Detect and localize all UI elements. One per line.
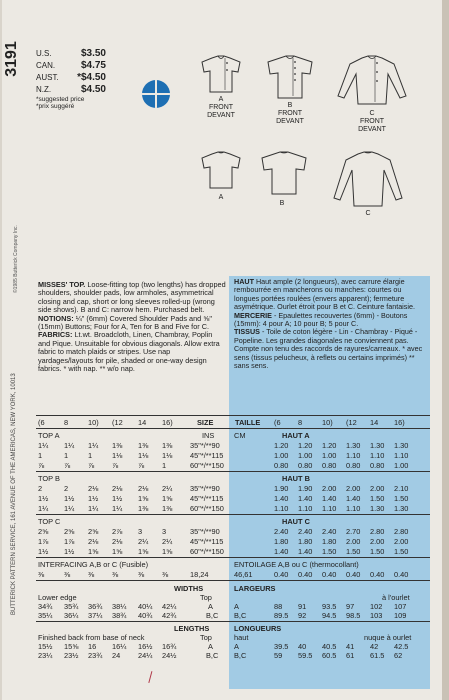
largeurs-label: LARGEURS <box>234 584 276 593</box>
description-title-fr: HAUT <box>234 277 254 286</box>
width-value-fr: 97 <box>346 602 355 611</box>
yardage-value-fr: 1.40 <box>298 494 313 503</box>
length-value: 23¾ <box>88 651 103 660</box>
price-country: CAN. <box>36 61 56 70</box>
yardage-value: 1¼ <box>112 504 123 513</box>
widths-rule <box>36 621 430 622</box>
width-row-label: B,C <box>206 611 219 620</box>
yardage-value: 1⅞ <box>38 537 49 546</box>
length-value-fr: 61 <box>346 651 355 660</box>
longueurs-haut: haut <box>234 633 249 642</box>
view-b-front-caption: B FRONT DEVANT <box>276 102 304 125</box>
size-header: (12 <box>112 418 123 427</box>
price-note: *suggested price <box>36 96 85 103</box>
yardage-value-fr: 1.30 <box>370 441 385 450</box>
yardage-value: 2¼ <box>162 484 173 493</box>
yardage-value-fr: 1.50 <box>394 547 409 556</box>
fabric-width: 45"*/**115 <box>190 537 224 546</box>
yardage-value-fr: 1.50 <box>394 494 409 503</box>
width-value-fr: 88 <box>274 602 283 611</box>
width-value-fr: 102 <box>370 602 383 611</box>
largeurs-sub: à l'ourlet <box>382 593 410 602</box>
yardage-value-fr: 2.10 <box>394 484 409 493</box>
interfacing-value: ⅜ <box>88 570 95 579</box>
length-value-fr: 40 <box>298 642 307 651</box>
length-value-fr: 59 <box>274 651 283 660</box>
size-header: 16) <box>162 418 173 427</box>
fabric-width: 60"*/**150 <box>190 504 224 513</box>
interfacing-label: INTERFACING A,B or C (Fusible) <box>38 560 149 569</box>
group-label: TOP B <box>38 474 60 483</box>
yardage-value-fr: 1.40 <box>346 494 361 503</box>
yardage-value: 1½ <box>88 494 99 503</box>
size-header-fr: 8 <box>298 418 303 427</box>
yardage-value-fr: 1.20 <box>298 441 313 450</box>
width-value: 40¾ <box>138 611 153 620</box>
yardage-value: 1½ <box>38 494 49 503</box>
notions-label: NOTIONS: <box>38 313 74 323</box>
yardage-value-fr: 2.40 <box>322 527 337 536</box>
price-note-fr: *prix suggéré <box>36 103 75 110</box>
yardage-value-fr: 1.80 <box>298 537 313 546</box>
interfacing-value: ⅜ <box>112 570 119 579</box>
interfacing-width: 18,24 <box>190 570 209 579</box>
pattern-number: 3191 <box>2 41 20 77</box>
size-header-fr: 16) <box>394 418 405 427</box>
entoilage-value: 0.40 <box>298 570 313 579</box>
yardage-value-fr: 1.30 <box>370 504 385 513</box>
yardage-value: 2 <box>38 484 43 493</box>
yardage-value-fr: 1.40 <box>274 547 289 556</box>
yardage-value-fr: 1.10 <box>274 504 289 513</box>
description-body-fr: Haut ample (2 longueurs), avec carrure élargie rembourrée en mancherons ou manches: courtes ou longues portées roulées (envers apparent); fermeture asymétrique. Ourlet étroit pour B et C. Ceinture fantaisie. <box>234 277 415 312</box>
width-value: 36¼ <box>64 611 79 620</box>
yardage-value: 1⅜ <box>138 441 149 450</box>
yardage-value: 1⅝ <box>88 547 99 556</box>
yardage-value: 1 <box>162 461 167 470</box>
entoilage-value: 0.40 <box>394 570 409 579</box>
yardage-value: 1⅛ <box>138 451 149 460</box>
price-value: $4.75 <box>80 60 106 71</box>
yardage-value-fr: 1.50 <box>322 547 337 556</box>
yardage-value-fr: 1.20 <box>274 441 289 450</box>
yardage-value: 1⅛ <box>112 451 123 460</box>
yardage-value: 1¼ <box>88 441 99 450</box>
yardage-value-fr: 1.50 <box>370 494 385 503</box>
yardage-value: 1⅜ <box>112 441 123 450</box>
width-value: 42¼ <box>162 602 177 611</box>
yardage-value: 1⅝ <box>162 547 173 556</box>
group-label-fr: HAUT C <box>282 517 310 526</box>
yardage-value-fr: 2.00 <box>346 484 361 493</box>
length-value-fr: 62 <box>394 651 403 660</box>
group-label: TOP C <box>38 517 61 526</box>
yardage-value-fr: 1.90 <box>298 484 313 493</box>
fabric-width: 35"*/**90 <box>190 527 220 536</box>
width-value-fr: 109 <box>394 611 407 620</box>
yardage-value-fr: 2.80 <box>394 527 409 536</box>
yardage-value-fr: 1.80 <box>274 537 289 546</box>
width-value: 35¼ <box>38 611 53 620</box>
price-country: AUST. <box>36 73 59 82</box>
ins-label: INS <box>202 431 215 440</box>
yardage-value-fr: 1.10 <box>346 504 361 513</box>
view-c-front-caption: C FRONT DEVANT <box>358 110 386 133</box>
length-value: 24 <box>112 651 121 660</box>
width-value: 36¾ <box>88 602 103 611</box>
yardage-value: 1⅝ <box>138 547 149 556</box>
length-value: 15½ <box>38 642 53 651</box>
fabric-width: 35"*/**90 <box>190 484 220 493</box>
yardage-value-fr: 1.50 <box>346 547 361 556</box>
table-top-rule <box>36 415 430 416</box>
taille-label: TAILLE <box>235 418 261 427</box>
length-row-label: B,C <box>206 651 219 660</box>
yardage-value: 2⅛ <box>112 484 123 493</box>
yardage-table <box>2 0 444 700</box>
yardage-value-fr: 2.00 <box>394 537 409 546</box>
length-row-label-fr: B,C <box>234 651 247 660</box>
fabric-width: 60"*/**150 <box>190 461 224 470</box>
price-value: $4.50 <box>80 84 106 95</box>
yardage-value-fr: 1.10 <box>322 504 337 513</box>
yardage-value-fr: 1.40 <box>274 494 289 503</box>
interfacing-value: ⅜ <box>162 570 169 579</box>
size-label: SIZE <box>197 418 214 427</box>
group-label: TOP A <box>38 431 60 440</box>
length-row-label: A <box>208 642 213 651</box>
yardage-value: ⅞ <box>38 461 45 470</box>
length-value-fr: 61.5 <box>370 651 385 660</box>
yardage-value: 1¼ <box>38 504 49 513</box>
yardage-value-fr: 1.00 <box>394 461 409 470</box>
yardage-value: ⅞ <box>88 461 95 470</box>
yardage-value: 1 <box>88 451 93 460</box>
width-value-fr: 89.5 <box>274 611 289 620</box>
finished-back-label: Finished back from base of neck <box>38 633 145 642</box>
length-value-fr: 42 <box>370 642 379 651</box>
yardage-value: ⅞ <box>112 461 119 470</box>
group-label-fr: HAUT B <box>282 474 310 483</box>
entoilage-width: 46,61 <box>234 570 253 579</box>
pattern-envelope-back <box>2 0 444 700</box>
lower-edge-label: Lower edge <box>38 593 77 602</box>
length-value: 16¾ <box>162 642 177 651</box>
size-header: (6 <box>38 418 45 427</box>
cm-label: CM <box>234 431 246 440</box>
size-header: 10) <box>88 418 99 427</box>
length-value-fr: 39.5 <box>274 642 289 651</box>
price-country: N.Z. <box>36 85 52 94</box>
length-value: 24¼ <box>138 651 153 660</box>
yardage-value-fr: 1.00 <box>298 451 313 460</box>
yardage-value: ⅞ <box>64 461 71 470</box>
group-rule <box>36 471 430 472</box>
price-value: $3.50 <box>80 48 106 59</box>
yardage-value-fr: 0.80 <box>274 461 289 470</box>
header-rule <box>36 428 430 429</box>
yardage-value: 1⅛ <box>162 451 173 460</box>
longueurs-sub: nuque à ourlet <box>364 633 412 642</box>
fabrics-label: FABRICS: <box>38 330 73 340</box>
yardage-value-fr: 1.10 <box>394 451 409 460</box>
yardage-value-fr: 2.40 <box>298 527 313 536</box>
yardage-value: 1¼ <box>64 504 75 513</box>
yardage-value-fr: 1.30 <box>346 441 361 450</box>
fabrics-label-fr: TISSUS <box>234 327 260 337</box>
view-a-back-caption: A <box>218 194 224 201</box>
width-value-fr: 93.5 <box>322 602 337 611</box>
yardage-value: 1½ <box>38 547 49 556</box>
yardage-value: 1½ <box>64 494 75 503</box>
yardage-value-fr: 2.70 <box>346 527 361 536</box>
yardage-value: 1⅝ <box>112 547 123 556</box>
yardage-value: 1¼ <box>38 441 49 450</box>
length-value-fr: 42.5 <box>394 642 409 651</box>
fabric-width: 45"*/**115 <box>190 451 224 460</box>
width-value: 37¼ <box>88 611 103 620</box>
yardage-value-fr: 1.20 <box>322 441 337 450</box>
length-value: 15⅝ <box>64 642 79 651</box>
yardage-value: 2¼ <box>138 537 149 546</box>
yardage-value: 2⅛ <box>88 484 99 493</box>
width-value-fr: 103 <box>370 611 383 620</box>
yardage-value: 2⅞ <box>112 527 123 536</box>
yardage-value: 2⅛ <box>138 484 149 493</box>
size-header-fr: 14 <box>370 418 379 427</box>
lengths-top-label: Top <box>200 633 212 642</box>
yardage-value: 1⅜ <box>162 441 173 450</box>
size-header-fr: 10) <box>322 418 333 427</box>
price-country: U.S. <box>36 49 52 58</box>
entoilage-value: 0.40 <box>346 570 361 579</box>
yardage-value-fr: 0.80 <box>298 461 313 470</box>
length-value: 16¼ <box>112 642 127 651</box>
yardage-value: 1¼ <box>64 441 75 450</box>
yardage-value-fr: 2.00 <box>370 484 385 493</box>
width-value-fr: 94.5 <box>322 611 337 620</box>
yardage-value: 1½ <box>64 547 75 556</box>
group-label-fr: HAUT A <box>282 431 310 440</box>
yardage-value: 2¼ <box>162 537 173 546</box>
yardage-value: 1⅝ <box>138 494 149 503</box>
width-row-label-fr: B,C <box>234 611 247 620</box>
view-a-front-caption: A FRONT DEVANT <box>207 96 235 119</box>
length-value: 24½ <box>162 651 177 660</box>
yardage-value: 1 <box>38 451 43 460</box>
length-value-fr: 59.5 <box>298 651 313 660</box>
view-c-back-caption: C <box>365 210 371 217</box>
yardage-value-fr: 2.00 <box>346 537 361 546</box>
yardage-value-fr: 1.10 <box>370 451 385 460</box>
yardage-value: 3 <box>162 527 167 536</box>
notions-text: ¼" (6mm) Covered Shoulder Pads and ⅝" (15mm) Buttons; Four for A, Ten for B and Five for C. <box>38 313 212 332</box>
yardage-value: 2⅝ <box>64 527 75 536</box>
length-value: 23¼ <box>38 651 53 660</box>
yardage-value-fr: 1.90 <box>274 484 289 493</box>
lengths-label: LENGTHS <box>174 624 210 633</box>
copyright-notice: ©1985 Butterick Company Inc. <box>13 225 19 293</box>
fabric-width: 60"*/**150 <box>190 547 224 556</box>
widths-top-label: Top <box>200 593 212 602</box>
length-value: 16 <box>88 642 97 651</box>
width-value: 40¼ <box>138 602 153 611</box>
yardage-value: ⅞ <box>138 461 145 470</box>
yardage-value-fr: 1.10 <box>298 504 313 513</box>
interfacing-value: ⅜ <box>38 570 45 579</box>
entoilage-label: ENTOILAGE A,B ou C (thermocollant) <box>234 560 359 569</box>
size-header-fr: (12 <box>346 418 357 427</box>
entoilage-value: 0.40 <box>370 570 385 579</box>
fabrics-text-fr: - Toile de coton légère - Lin - Chambray - Piqué - Popeline. Les grandes diagonales ne conviennent pas. Compte non tenu des raccords de rayures/carreaux. * avec sens (tissus pelucheux, à reflets ou certains imprimés) ** sans sens. <box>234 327 423 371</box>
yardage-value: 2⅛ <box>88 537 99 546</box>
interfacing-value: ⅜ <box>64 570 71 579</box>
yardage-value-fr: 2.00 <box>370 537 385 546</box>
yardage-value-fr: 2.00 <box>322 484 337 493</box>
envelope-edge <box>442 0 449 700</box>
widths-label: WIDTHS <box>174 584 204 593</box>
yardage-value-fr: 1.30 <box>394 504 409 513</box>
width-value: 38¼ <box>112 602 127 611</box>
fabrics-text: Lt.wt. Broadcloth, Linen, Chambray, Poplin and Pique. Unsuitable for obvious diagonals. Allow extra fabric to match plaids or stripes. Use nap yardages/layouts for pile, shaded or one-way design fabrics. * with nap. ** w/o nap. <box>38 330 220 374</box>
interfacing-value: ⅜ <box>138 570 145 579</box>
yardage-value: 2 <box>64 484 69 493</box>
yardage-value-fr: 1.40 <box>298 547 313 556</box>
width-row-label: A <box>208 602 213 611</box>
size-header: 14 <box>138 418 147 427</box>
width-row-label-fr: A <box>234 602 239 611</box>
width-value-fr: 92 <box>298 611 307 620</box>
yardage-value-fr: 1.30 <box>394 441 409 450</box>
yardage-value: 1½ <box>112 494 123 503</box>
entoilage-value: 0.40 <box>322 570 337 579</box>
interfacing-rule <box>36 580 430 581</box>
fabric-width: 35"*/**90 <box>190 441 220 450</box>
yardage-value-fr: 0.80 <box>346 461 361 470</box>
yardage-value: 1⅜ <box>138 504 149 513</box>
yardage-value-fr: 1.40 <box>322 494 337 503</box>
yardage-value: 3 <box>138 527 143 536</box>
yardage-value-fr: 1.10 <box>346 451 361 460</box>
yardage-value: 2⅝ <box>38 527 49 536</box>
yardage-value-fr: 0.80 <box>322 461 337 470</box>
yardage-value-fr: 0.80 <box>370 461 385 470</box>
length-value-fr: 40.5 <box>322 642 337 651</box>
yardage-value-fr: 2.40 <box>274 527 289 536</box>
length-value-fr: 60.5 <box>322 651 337 660</box>
description-title: MISSES' TOP. <box>38 280 86 289</box>
width-value: 42¾ <box>162 611 177 620</box>
yardage-value: 1¼ <box>88 504 99 513</box>
width-value: 38¾ <box>112 611 127 620</box>
fabric-width: 45"*/**115 <box>190 494 224 503</box>
width-value: 34¾ <box>38 602 53 611</box>
length-row-label-fr: A <box>234 642 239 651</box>
yardage-value-fr: 2.80 <box>370 527 385 536</box>
width-value: 35¾ <box>64 602 79 611</box>
size-header-fr: (6 <box>274 418 281 427</box>
yardage-value-fr: 1.50 <box>370 547 385 556</box>
yardage-value-fr: 1.00 <box>274 451 289 460</box>
yardage-value: 1⅞ <box>64 537 75 546</box>
yardage-value-fr: 1.80 <box>322 537 337 546</box>
yardage-value: 2⅛ <box>112 537 123 546</box>
yardage-value: 2⅝ <box>88 527 99 536</box>
group-rule <box>36 557 430 558</box>
price-value: *$4.50 <box>77 72 106 83</box>
longueurs-label: LONGUEURS <box>234 624 282 633</box>
yardage-value-fr: 1.00 <box>322 451 337 460</box>
width-value-fr: 98.5 <box>346 611 361 620</box>
notions-label-fr: MERCERIE <box>234 310 272 320</box>
size-header: 8 <box>64 418 69 427</box>
group-rule <box>36 514 430 515</box>
length-value-fr: 41 <box>346 642 355 651</box>
yardage-value: 1⅝ <box>162 494 173 503</box>
view-b-back-caption: B <box>279 200 285 207</box>
notions-text-fr: - Epaulettes recouvertes (6mm) - Boutons (15mm): 4 pour A; 10 pour B; 5 pour C. <box>234 310 408 329</box>
description-body: Loose-fitting top (two lengths) has dropped shoulders, shoulder pads, low armholes, asymmetrical closing and cap, short or long sleeves rolled-up (wrong side shows). B and C: narrow hem. Purchased belt. <box>38 280 226 315</box>
width-value-fr: 107 <box>394 602 407 611</box>
publisher-address: BUTTERICK PATTERN SERVICE, 161 AVENUE OF THE AMERICAS, NEW YORK, 10013 <box>11 373 17 615</box>
width-value-fr: 91 <box>298 602 307 611</box>
entoilage-value: 0.40 <box>274 570 289 579</box>
length-value: 23½ <box>64 651 79 660</box>
yardage-value: 1⅜ <box>162 504 173 513</box>
length-value: 16½ <box>138 642 153 651</box>
yardage-value: 1 <box>64 451 69 460</box>
